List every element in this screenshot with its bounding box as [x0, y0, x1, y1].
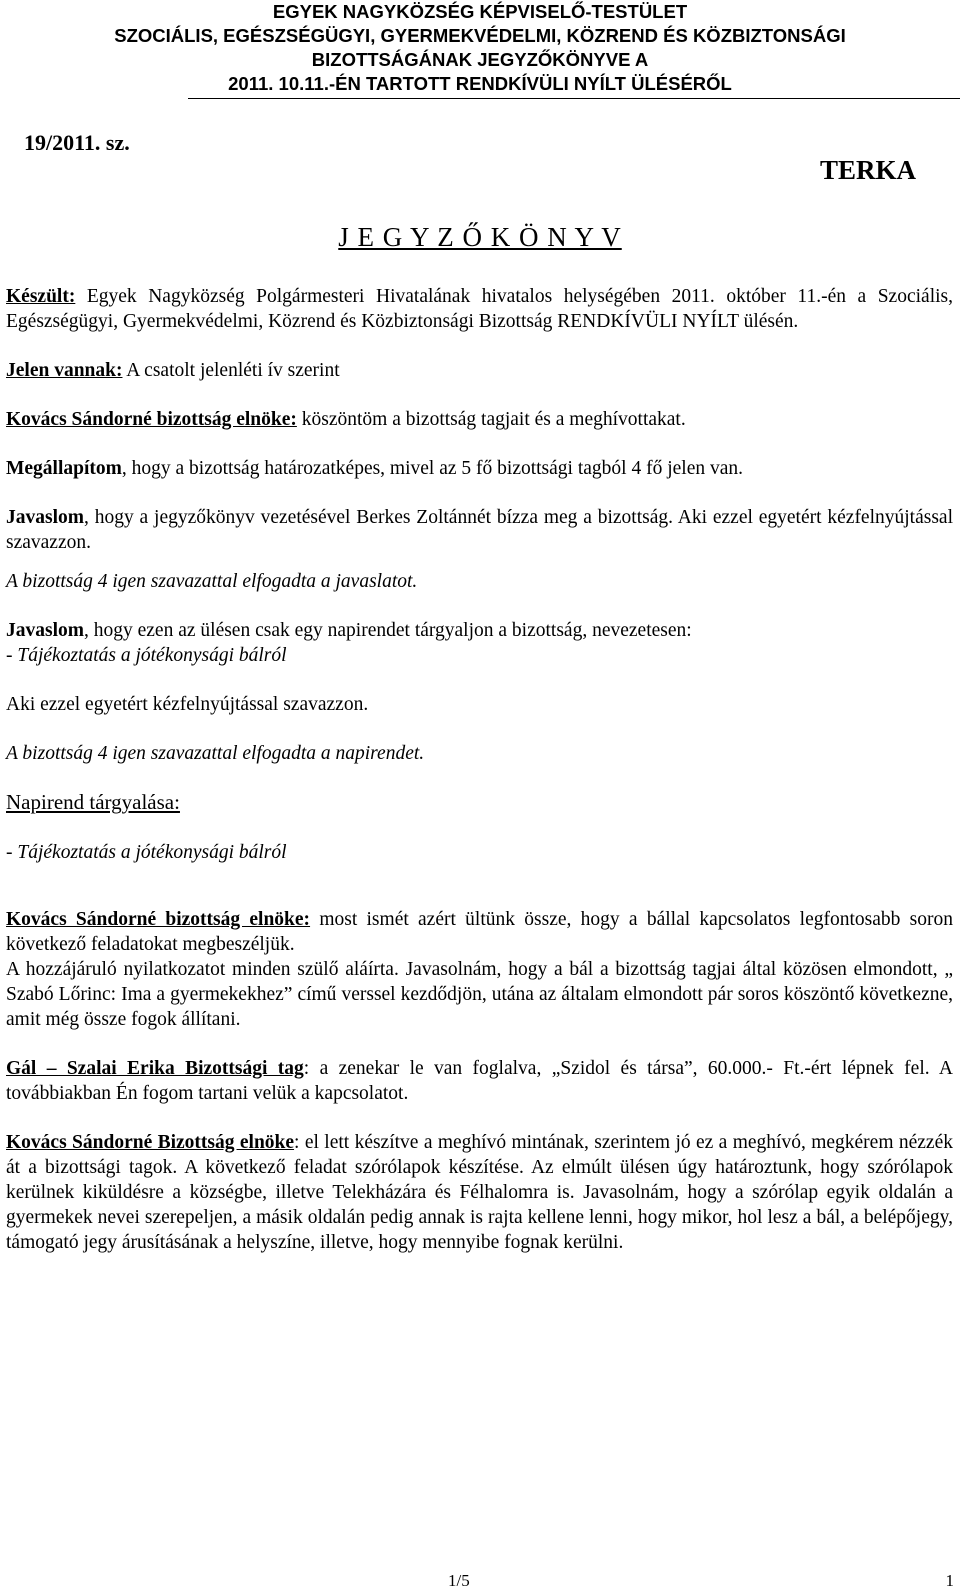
paragraph-megallapitom — [6, 456, 953, 481]
napirend-heading — [6, 790, 953, 816]
agenda-item-2: - Tájékoztatás a jótékonysági bálról — [6, 842, 287, 863]
paragraph-gal-szalai — [6, 1056, 953, 1106]
page-number: 1 — [945, 1571, 954, 1590]
agenda-item: - Tájékoztatás a jótékonysági bálról — [6, 645, 287, 666]
elnok-2-label: Kovács Sándorné Bizottság elnöke — [6, 1132, 295, 1153]
elnok-label: Kovács Sándorné bizottság elnöke: — [6, 409, 297, 430]
header-divider — [188, 98, 960, 99]
vote-result-1: A bizottság 4 igen szavazattal elfogadta a javaslatot. — [6, 571, 418, 592]
document-number: 19/2011. sz. — [24, 130, 130, 155]
elnok-1-label: Kovács Sándorné bizottság elnöke: — [6, 909, 311, 930]
elnok-text: köszöntöm a bizottság tagjait és a meghívottakat. — [296, 409, 686, 430]
gal-szalai-label: Gál – Szalai Erika Bizottsági tag — [6, 1058, 304, 1079]
header-line-3: BIZOTTSÁGÁNAK JEGYZŐKÖNYVE A — [311, 49, 649, 70]
keszult-label: Készült: — [6, 286, 76, 307]
paragraph-elnok-1-cont: A hozzájáruló nyilatkozatot minden szülő aláírta. Javasolnám, hogy a bál a bizottság tagjai által közösen elmondott, „ Szabó Lőrinc: Ima a gyermekekhez” című verssel kezdődjön, utána az általam elmondott pár soros köszöntő következne, amit még össze fogok állítani. — [6, 959, 953, 1030]
document-header — [0, 0, 960, 96]
header-line-1: EGYEK NAGYKÖZSÉG KÉPVISELŐ-TESTÜLET — [272, 1, 688, 22]
javaslom-2-lead: Javaslom — [6, 620, 84, 641]
jelen-label: Jelen vannak: — [6, 360, 123, 381]
elnok-1-text: most ismét azért ültünk össze, hogy a bállal kapcsolatos legfontosabb soron következő feladatokat megbeszéljük. — [6, 909, 953, 955]
document-tag: TERKA — [819, 155, 916, 185]
paragraph-keszult — [6, 284, 953, 334]
napirend-heading-text: Napirend tárgyalása: — [6, 790, 180, 814]
paragraph-elnok-greeting — [6, 407, 953, 432]
document-title: J E G Y Z Ő K Ö N Y V — [338, 222, 622, 252]
jelen-text: A csatolt jelenléti ív szerint — [122, 360, 340, 381]
header-line-2: SZOCIÁLIS, EGÉSZSÉGÜGYI, GYERMEKVÉDELMI, KÖZREND ÉS KÖZBIZTONSÁGI — [114, 25, 846, 46]
elnok-2-text: : el lett készítve a meghívó mintának, szerintem jó ez a meghívó, megkérem nézzék át a bizottsági tagok. A következő feladat szórólapok készítése. Az elmúlt ülésen úgy határoztunk, hogy szórólapok kerülnek kiküldésre a községbe, illetve Telekházára és Félhalomra is. Javasolnám, hogy a szórólap egyik oldalán a gyermekek nevei szerepeljen, a másik oldalán pedig annak is rajta kellene lenni, hogy mikor, hol lesz a bál, a belépőjegy, támogató jegy árusításának a helyszíne, illetve, hogy mennyibe fognak kerülni. — [6, 1132, 953, 1253]
page-indicator: 1/5 — [448, 1571, 470, 1590]
paragraph-elnok-2 — [6, 1130, 953, 1255]
megallapitom-text: , hogy a bizottság határozatképes, mivel az 5 fő bizottsági tagból 4 fő jelen van. — [121, 458, 744, 479]
paragraph-aki-ezzel: Aki ezzel egyetért kézfelnyújtással szavazzon. — [6, 694, 369, 715]
paragraph-javaslom-2 — [6, 618, 953, 643]
paragraph-jelen — [6, 358, 953, 383]
document-body — [6, 284, 953, 1255]
javaslom-1-text: , hogy a jegyzőkönyv vezetésével Berkes Zoltánnét bízza meg a bizottság. Aki ezzel egyetért kézfelnyújtással szavazzon. — [6, 507, 953, 553]
paragraph-elnok-1 — [6, 907, 953, 957]
paragraph-javaslom-1 — [6, 505, 953, 555]
vote-result-2: A bizottság 4 igen szavazattal elfogadta a napirendet. — [6, 743, 425, 764]
javaslom-1-lead: Javaslom — [6, 507, 84, 528]
megallapitom-lead: Megállapítom — [6, 458, 122, 479]
keszult-text: Egyek Nagyközség Polgármesteri Hivatalának hivatalos helységében 2011. október 11.-én a Szociális, Egészségügyi, Gyermekvédelmi, Közrend és Közbiztonsági Bizottság RENDKÍVÜLI NYÍLT ülésén. — [6, 286, 953, 332]
header-line-4: 2011. 10.11.-ÉN TARTOTT RENDKÍVÜLI NYÍLT ÜLÉSÉRŐL — [228, 73, 732, 94]
javaslom-2-text: , hogy ezen az ülésen csak egy napirendet tárgyaljon a bizottság, nevezetesen: — [84, 620, 692, 641]
gal-szalai-text: : a zenekar le van foglalva, „Szidol és társa”, 60.000.- Ft.-ért lépnek fel. A továbbiakban Én fogom tartani velük a kapcsolatot. — [6, 1058, 953, 1104]
